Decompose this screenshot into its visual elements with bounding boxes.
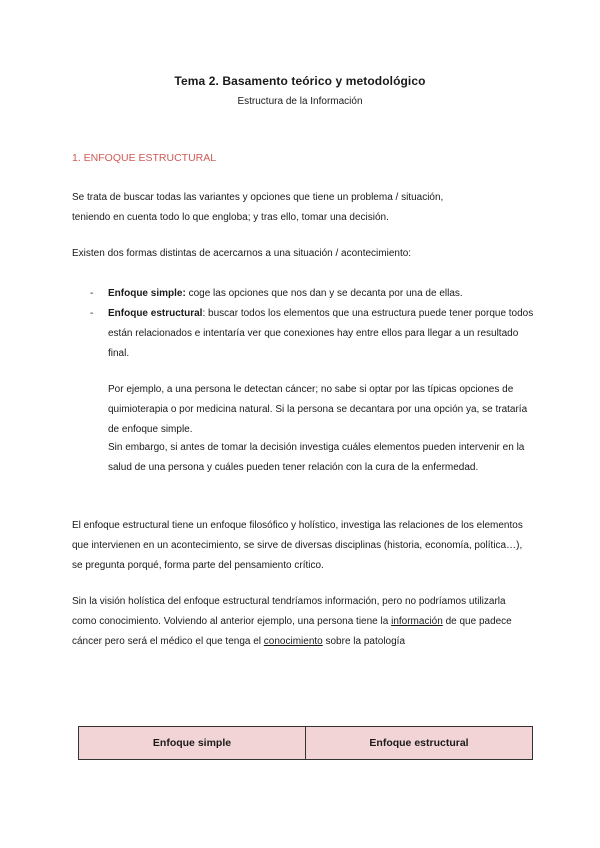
paragraph-formas: Existen dos formas distintas de acercarnos a una situación / acontecimiento: [72,248,412,259]
table-header-simple: Enfoque simple [79,727,306,760]
page-subtitle: Estructura de la Información [237,96,363,107]
paragraph-intro-line2: teniendo en cuenta todo lo que engloba; y tras ello, tomar una decisión. [72,212,389,223]
page-title: Tema 2. Basamento teórico y metodológico [174,74,426,88]
bullet-text: coge las opciones que nos dan y se decanta por una de ellas. [185,288,463,299]
bullet-term: Enfoque simple: [108,288,186,299]
paragraph-conocimiento [72,592,532,652]
text-run: sobre la patología [322,636,405,647]
text-run: Sin la visión holística del enfoque estructural tendríamos información, pero no podríamos utilizarla como conocimiento. Volviendo al anterior ejemplo, una persona tiene la [72,596,506,627]
underlined-conocimiento: conocimiento [263,636,323,647]
table-header-estructural: Enfoque estructural [306,727,533,760]
bullet-text: : buscar todos los elementos que una estructura puede tener porque todos están relacionados e intentaría ver que conexiones hay entre ellos para llegar a un resultado final. [108,308,534,359]
paragraph-intro-line1: Se trata de buscar todas las variantes y opciones que tiene un problema / situación, [72,192,444,203]
bullet-marker: - [90,308,94,319]
example-paragraph-2: Sin embargo, si antes de tomar la decisión investiga cuáles elementos pueden intervenir en la salud de una persona y cuáles pueden tener relación con la cura de la enfermedad. [108,442,525,473]
paragraph-holistico: El enfoque estructural tiene un enfoque filosófico y holístico, investiga las relaciones de los elementos que intervienen en un acontecimiento, se sirve de diversas disciplinas (historia, economía, política…), se pregunta porqué, forma parte del pensamiento crítico. [72,520,523,571]
comparison-table [78,726,533,760]
underlined-informacion: información [391,616,443,627]
example-paragraph: Por ejemplo, a una persona le detectan cáncer; no sabe si optar por las típicas opciones de quimioterapia o por medicina natural. Si la persona se decantara por una opción ya, se trataría de enfoque simple. [108,384,528,435]
section-heading: 1. ENFOQUE ESTRUCTURAL [72,152,217,164]
bullet-term: Enfoque estructural [108,308,203,319]
bullet-enfoque-simple [108,284,534,304]
bullet-enfoque-estructural [108,304,534,364]
bullet-marker: - [90,288,94,299]
table-header-row [79,727,533,760]
paragraph-intro [72,188,532,228]
text-run: de que padece cáncer pero será el médico el que tenga el [72,616,512,647]
